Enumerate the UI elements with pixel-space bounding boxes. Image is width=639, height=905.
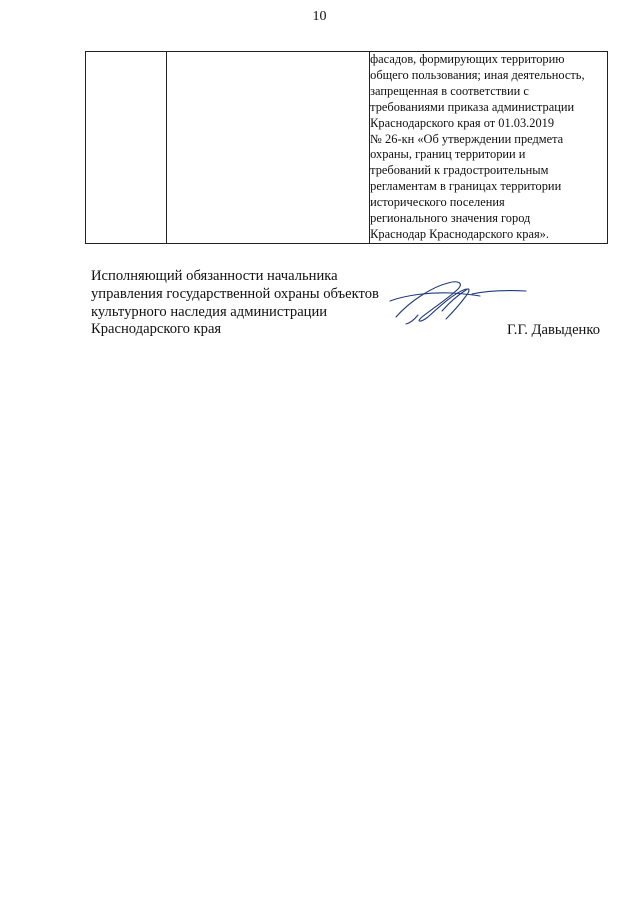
signatory-title-line: управления государственной охраны объектов (91, 285, 379, 302)
table-row (86, 52, 608, 244)
table-cell-number (86, 52, 167, 244)
cell-text-line: Краснодар Краснодарского края». (370, 226, 549, 241)
handwritten-signature (388, 275, 530, 327)
cell-text-line: запрещенная в соответствии с (370, 83, 529, 98)
cell-text-line: исторического поселения (370, 195, 505, 210)
signatory-title-line: культурного наследия администрации (91, 303, 328, 320)
cell-text-line: фасадов, формирующих территорию (370, 52, 565, 66)
signer-name: Г.Г. Давыденко (507, 322, 601, 338)
cell-text-line: № 26-кн «Об утверждении предмета (370, 131, 564, 146)
cell-text-line: охраны, границ территории и (370, 147, 526, 162)
continuation-table (85, 51, 608, 244)
cell-text-line: регионального значения город (370, 211, 531, 226)
signatory-title (91, 268, 379, 339)
signatory-title-line: Исполняющий обязанности начальника (91, 268, 338, 284)
signatory-title-line: Краснодарского края (91, 321, 222, 338)
cell-text-line: Краснодарского края от 01.03.2019 (370, 115, 555, 130)
cell-text-line: общего пользования; иная деятельность, (370, 67, 585, 82)
cell-text-line: требованиями приказа администрации (370, 99, 575, 114)
page-number: 10 (312, 9, 327, 24)
table-cell-object (167, 52, 370, 244)
cell-text-line: требований к градостроительным (370, 163, 549, 178)
table-cell-restrictions (370, 52, 608, 244)
cell-text-line: регламентам в границах территории (370, 179, 562, 194)
